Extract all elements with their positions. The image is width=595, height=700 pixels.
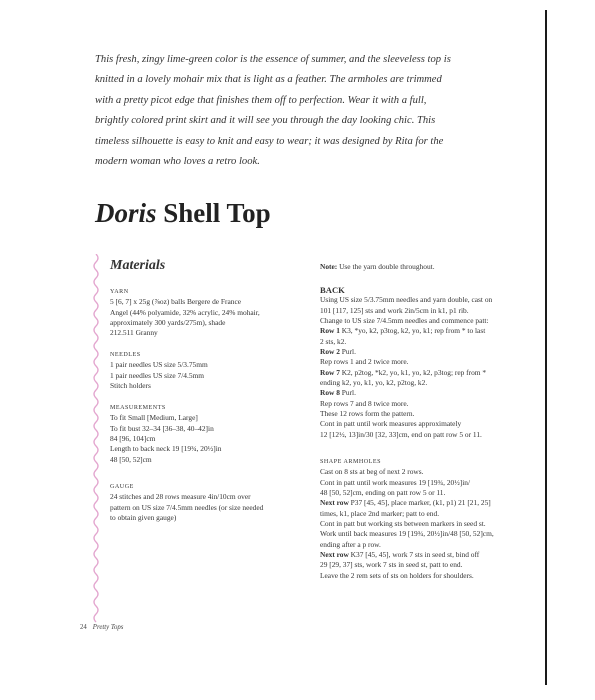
back-row-7 bbox=[320, 368, 545, 378]
materials-heading: Materials bbox=[110, 258, 166, 273]
back-row-8 bbox=[320, 388, 545, 398]
measurements-line: 48 [50, 52]cm bbox=[110, 454, 152, 464]
armholes-line: Leave the 2 rem sets of sts on holders for shoulders. bbox=[320, 570, 474, 580]
armholes-section bbox=[320, 457, 545, 581]
armholes-line: Work until back measures 19 [19¾, 20½]in/48 [50, 52]cm, bbox=[320, 529, 494, 539]
armholes-line: 29 [29, 37] sts, work 7 sts in seed st, patt to end. bbox=[320, 560, 463, 570]
measurements-line: To fit Small [Medium, Large] bbox=[110, 413, 198, 423]
yarn-line: Angel (44% polyamide, 32% acrylic, 24% mohair, bbox=[110, 307, 260, 317]
back-line: Rep rows 7 and 8 twice more. bbox=[320, 398, 409, 408]
row-label: Row 8 bbox=[320, 388, 340, 398]
back-line: 101 [117, 125] sts and work 2in/5cm in k1, p1 rib. bbox=[320, 305, 469, 315]
intro-line: with a pretty picot edge that finishes them off to perfection. Wear it with a full, bbox=[95, 94, 427, 106]
back-line: Cont in patt until work measures approximately bbox=[320, 419, 462, 429]
armholes-heading: SHAPE ARMHOLES bbox=[320, 459, 382, 465]
intro-line: timeless silhouette is easy to knit and easy to wear; it was designed by Rita for the bbox=[95, 135, 444, 147]
row-label: Row 1 bbox=[320, 326, 340, 336]
intro-line: knitted in a lovely mohair mix that is light as a feather. The armholes are trimmed bbox=[95, 74, 442, 86]
row-text: K2, p2tog, *k2, yo, k1, yo, k2, p3tog; rep from * bbox=[339, 367, 487, 377]
measurements-line: 84 [96, 104]cm bbox=[110, 434, 156, 444]
back-line: Using US size 5/3.75mm needles and yarn double, cast on bbox=[320, 295, 493, 305]
needles-line: 1 pair needles US size 7/4.5mm bbox=[110, 370, 205, 380]
note-line bbox=[320, 262, 545, 272]
needles-section bbox=[110, 350, 310, 391]
yarn-heading: YARN bbox=[110, 289, 129, 295]
intro-line: This fresh, zingy lime-green color is the essence of summer, and the sleeveless top is bbox=[95, 54, 451, 65]
row-text: K3, *yo, k2, p3tog, k2, yo, k1; rep from * to last bbox=[339, 326, 486, 336]
row-text: P37 [45, 45], place marker, (k1, p1) 21 [21, 25] bbox=[348, 498, 491, 508]
measurements-section bbox=[110, 403, 310, 465]
needles-line: Stitch holders bbox=[110, 381, 151, 391]
row-label: Next row bbox=[320, 498, 349, 508]
measurements-heading: MEASUREMENTS bbox=[110, 405, 166, 411]
measurements-line: To fit bust 32–34 [36–38, 40–42]in bbox=[110, 423, 214, 433]
gauge-line: to obtain given gauge) bbox=[110, 513, 177, 523]
yarn-line: 212.511 Granny bbox=[110, 328, 158, 338]
back-line: ending k2, yo, k1, yo, k2, p2tog, k2. bbox=[320, 378, 428, 388]
armholes-line: Cast on 8 sts at beg of next 2 rows. bbox=[320, 467, 424, 477]
armholes-line: Cont in patt until work measures 19 [19¾, 20½]in/ bbox=[320, 477, 471, 487]
page-edge bbox=[545, 10, 547, 685]
back-heading: BACK bbox=[320, 285, 345, 295]
row-label: Row 7 bbox=[320, 367, 340, 377]
gauge-line: 24 stitches and 28 rows measure 4in/10cm over bbox=[110, 492, 251, 502]
armholes-line: times, k1, place 2nd marker; patt to end. bbox=[320, 508, 440, 518]
row-text: Purl. bbox=[339, 388, 356, 398]
title-italic: Doris bbox=[95, 198, 157, 228]
back-section bbox=[320, 285, 545, 440]
next-row-1 bbox=[320, 498, 545, 508]
row-label: Next row bbox=[320, 550, 349, 560]
page-footer bbox=[80, 624, 123, 631]
intro-paragraph bbox=[95, 50, 475, 172]
pattern-title bbox=[95, 198, 271, 229]
title-rest: Shell Top bbox=[163, 198, 271, 228]
next-row-2 bbox=[320, 550, 545, 560]
yarn-line: 5 [6, 7] x 25g (⅞oz) balls Bergere de France bbox=[110, 297, 242, 307]
back-line: These 12 rows form the pattern. bbox=[320, 409, 415, 419]
wavy-divider-icon bbox=[91, 254, 101, 624]
note-text: Use the yarn double throughout. bbox=[337, 262, 435, 271]
row-text: Purl. bbox=[339, 347, 356, 357]
gauge-heading: GAUGE bbox=[110, 484, 134, 490]
armholes-line: 48 [50, 52]cm, ending on patt row 5 or 11. bbox=[320, 488, 446, 498]
needles-line: 1 pair needles US size 5/3.75mm bbox=[110, 360, 208, 370]
section-name: Pretty Tops bbox=[92, 624, 124, 631]
yarn-section bbox=[110, 287, 310, 339]
armholes-line: Cont in patt but working sts between markers in seed st. bbox=[320, 519, 486, 529]
row-text: K37 [45, 45], work 7 sts in seed st, bind off bbox=[348, 550, 480, 560]
back-line: Rep rows 1 and 2 twice more. bbox=[320, 357, 409, 367]
back-line: 2 sts, k2. bbox=[320, 336, 347, 346]
row-label: Row 2 bbox=[320, 347, 340, 357]
page-number: 24 bbox=[80, 624, 87, 631]
gauge-section bbox=[110, 482, 310, 523]
back-row-2 bbox=[320, 347, 545, 357]
back-line: Change to US size 7/4.5mm needles and commence patt: bbox=[320, 316, 489, 326]
back-row-1 bbox=[320, 326, 545, 336]
armholes-line: ending after a p row. bbox=[320, 539, 381, 549]
note-label: Note: bbox=[320, 262, 338, 271]
measurements-line: Length to back neck 19 [19¾, 20½]in bbox=[110, 444, 222, 454]
intro-line: brightly colored print skirt and it will see you through the day looking chic. This bbox=[95, 115, 436, 127]
yarn-line: approximately 300 yards/275m), shade bbox=[110, 318, 226, 328]
intro-line: modern woman who loves a retro look. bbox=[95, 156, 260, 168]
needles-heading: NEEDLES bbox=[110, 352, 141, 358]
gauge-line: pattern on US size 7/4.5mm needles (or size needed bbox=[110, 502, 264, 512]
back-line: 12 [12½, 13]in/30 [32, 33]cm, end on patt row 5 or 11. bbox=[320, 429, 482, 439]
